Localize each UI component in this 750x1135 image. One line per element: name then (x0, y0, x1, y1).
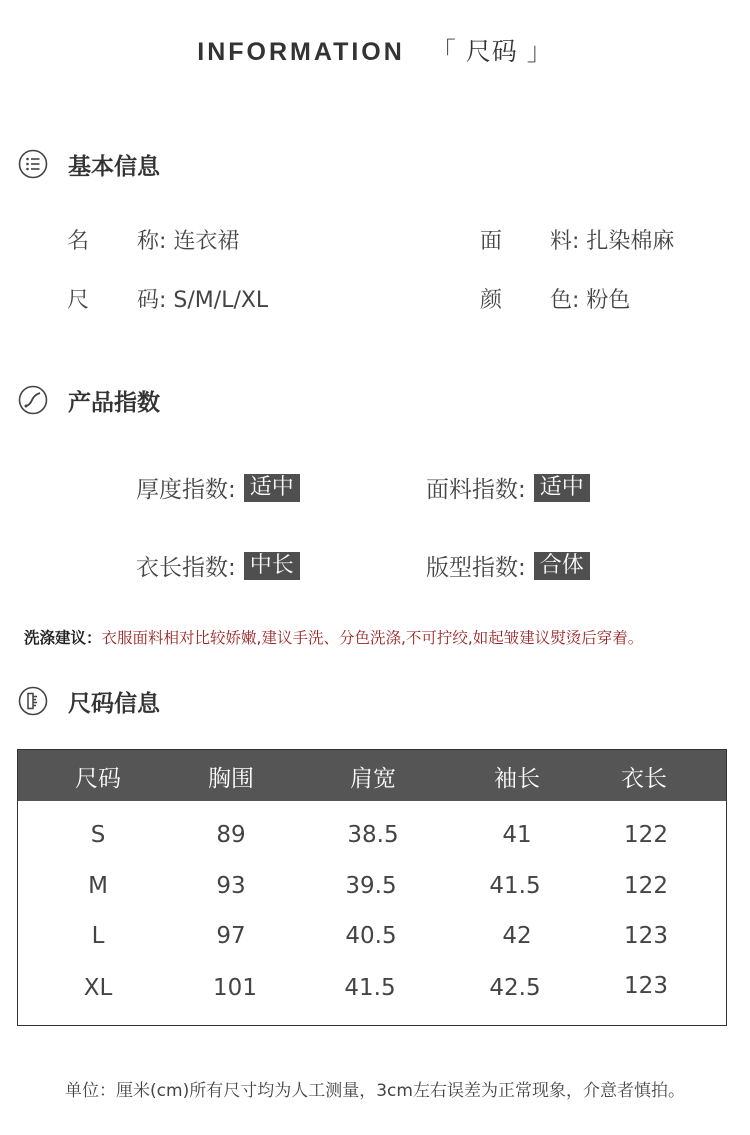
table-cell: 41.5 (489, 873, 541, 899)
info-fabric (550, 224, 674, 255)
column-header: 肩宽 (350, 766, 396, 792)
info-value: S/M/L/XL (173, 288, 269, 313)
title-chinese: 「 尺码 」 (430, 37, 553, 66)
section-heading: 尺码信息 (68, 690, 160, 717)
info-key-name: 名 (67, 229, 90, 254)
table-cell: 38.5 (347, 822, 399, 848)
index-value-badge: 中长 (244, 552, 300, 580)
ruler-circle-icon (18, 686, 48, 716)
table-header (18, 750, 726, 801)
table-cell: 122 (624, 822, 668, 848)
table-cell: 93 (216, 873, 246, 899)
info-key-color: 颜 (480, 288, 503, 313)
title-english: INFORMATION (197, 38, 405, 66)
section-heading: 产品指数 (68, 389, 160, 416)
table-cell: M (88, 873, 108, 899)
info-value: 粉色 (586, 288, 631, 313)
table-cell: L (91, 923, 105, 949)
table-cell: 89 (216, 822, 246, 848)
wash-label: 洗涤建议： (24, 629, 102, 647)
wash-advice (24, 626, 643, 648)
section-size-info (18, 684, 160, 718)
index-value-badge: 合体 (534, 552, 590, 580)
info-key: 码: (137, 288, 167, 313)
table-cell: 97 (216, 923, 246, 949)
table-row (18, 923, 726, 973)
info-color (550, 283, 630, 314)
table-cell: 42 (502, 923, 532, 949)
table-row (18, 822, 726, 872)
index-value-badge: 适中 (534, 474, 590, 502)
index-label: 衣长指数: (136, 555, 236, 581)
table-cell: 41 (502, 822, 532, 848)
info-name (137, 224, 239, 255)
index-thickness (136, 471, 300, 504)
index-fabric (426, 471, 590, 504)
table-cell: 39.5 (345, 873, 397, 899)
gauge-icon (18, 385, 48, 415)
info-key-size: 尺 (67, 288, 90, 313)
index-length (136, 549, 300, 582)
info-size (137, 283, 268, 314)
section-product-index (18, 383, 160, 417)
section-basic-info (18, 147, 160, 181)
table-cell: 41.5 (344, 975, 396, 1001)
table-cell: 42.5 (489, 975, 541, 1001)
info-key: 料: (550, 229, 580, 254)
size-table (17, 749, 727, 1026)
table-cell: 123 (624, 973, 668, 999)
table-cell: 122 (624, 873, 668, 899)
list-circle-icon (18, 149, 48, 179)
index-label: 厚度指数: (136, 477, 236, 503)
column-header: 胸围 (208, 766, 254, 792)
table-cell: 101 (213, 975, 257, 1001)
column-header: 尺码 (75, 766, 121, 792)
info-key-fabric: 面 (480, 229, 503, 254)
table-cell: 40.5 (345, 923, 397, 949)
column-header: 袖长 (494, 766, 540, 792)
column-header: 衣长 (621, 766, 667, 792)
index-fit (426, 549, 590, 582)
measurement-note: 单位：厘米(cm)所有尺寸均为人工测量，3cm左右误差为正常现象，介意者慎拍。 (65, 1081, 685, 1101)
table-row (18, 975, 726, 1025)
page-title (0, 32, 750, 68)
section-heading: 基本信息 (68, 153, 160, 180)
table-cell: 123 (624, 923, 668, 949)
wash-text: 衣服面料相对比较娇嫩,建议手洗、分色洗涤,不可拧绞,如起皱建议熨烫后穿着。 (101, 629, 644, 647)
index-label: 版型指数: (426, 555, 526, 581)
index-value-badge: 适中 (244, 474, 300, 502)
table-cell: XL (83, 975, 113, 1001)
table-row (18, 873, 726, 923)
index-label: 面料指数: (426, 477, 526, 503)
info-value: 连衣裙 (173, 229, 240, 254)
info-value: 扎染棉麻 (586, 229, 675, 254)
info-key: 色: (550, 288, 580, 313)
table-cell: S (90, 822, 106, 848)
info-key: 称: (137, 229, 167, 254)
